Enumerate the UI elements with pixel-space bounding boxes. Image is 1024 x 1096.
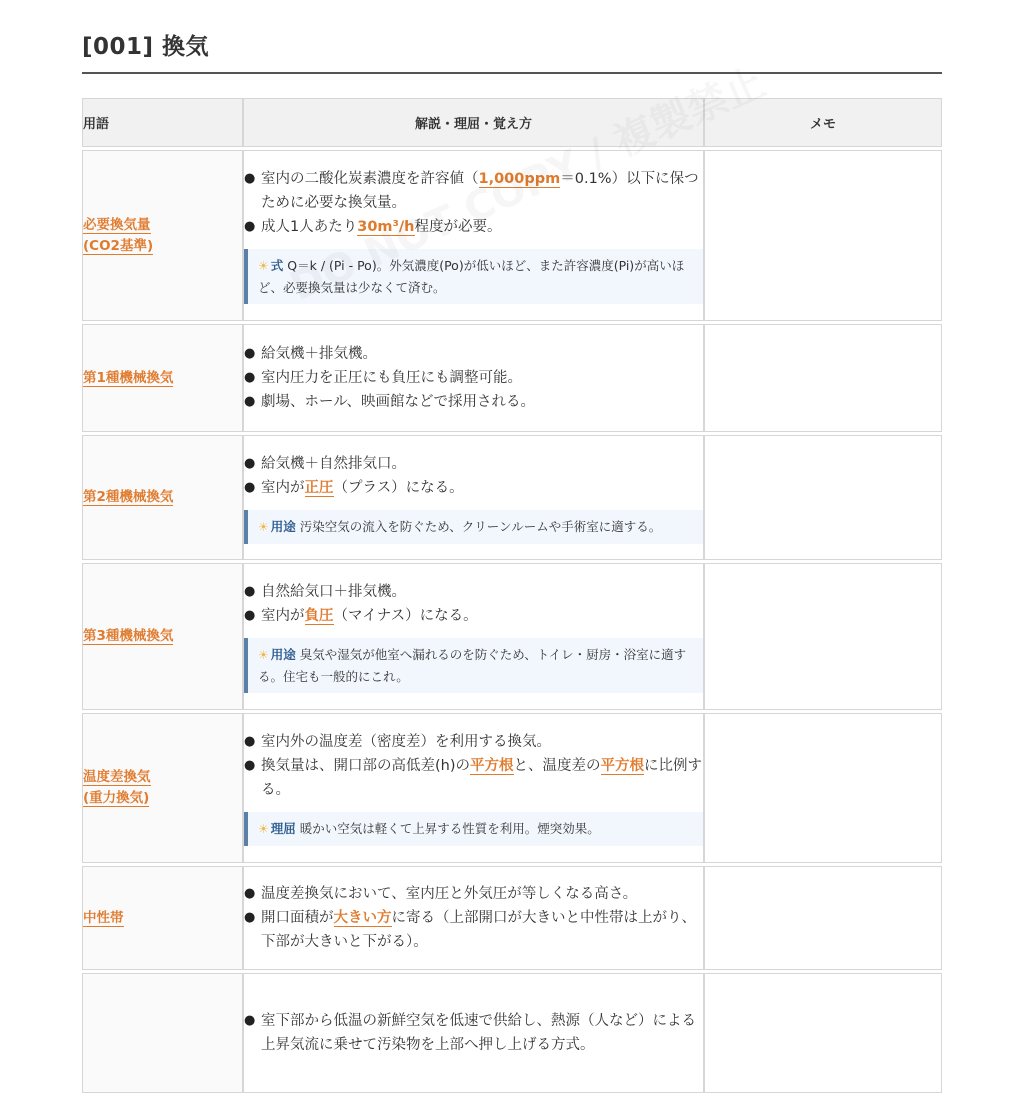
explanation-cell bbox=[243, 150, 704, 321]
text-segment: 室内の二酸化炭素濃度を許容値（ bbox=[261, 171, 479, 187]
table-row bbox=[82, 563, 942, 710]
memo-cell[interactable] bbox=[704, 324, 942, 432]
text-segment: と、温度差の bbox=[513, 758, 601, 774]
page-title: [001] 換気 bbox=[82, 34, 210, 60]
memo-cell[interactable] bbox=[704, 150, 942, 321]
bullet-text bbox=[261, 342, 703, 366]
explanation-cell bbox=[243, 866, 704, 970]
term-label: 第1種機械換気 bbox=[83, 369, 174, 386]
term-cell bbox=[82, 713, 243, 863]
bullet-icon: ● bbox=[244, 479, 256, 495]
bullet-item bbox=[244, 342, 703, 366]
note-text: 臭気や湿気が他室へ漏れるのを防ぐため、トイレ・厨房・浴室に適する。住宅も一般的にこれ。 bbox=[258, 647, 687, 684]
term-label: 温度差換気 bbox=[83, 769, 151, 785]
bullet-icon: ● bbox=[244, 455, 256, 471]
terms-table bbox=[82, 95, 942, 1096]
text-segment: ＝0.1%）以下に保つために必要な換気量。 bbox=[261, 171, 699, 211]
bullet-icon: ● bbox=[244, 370, 256, 385]
bullet-icon: ● bbox=[244, 886, 256, 901]
memo-cell[interactable] bbox=[704, 435, 942, 560]
memo-cell[interactable] bbox=[704, 866, 942, 970]
text-segment: （プラス）になる。 bbox=[333, 479, 464, 496]
term-label: 第3種機械換気 bbox=[83, 628, 174, 644]
table-row bbox=[82, 150, 942, 321]
bullet-text bbox=[261, 580, 703, 604]
bullet-icon: ● bbox=[244, 394, 256, 409]
term-cell bbox=[82, 973, 243, 1093]
text-segment: 室内が bbox=[261, 479, 305, 496]
text-segment: 給気機＋自然排気口。 bbox=[261, 455, 406, 472]
table-row bbox=[82, 973, 942, 1093]
highlight-text: 正圧 bbox=[304, 479, 334, 496]
text-segment: （マイナス）になる。 bbox=[333, 608, 478, 624]
text-segment: 自然給気口＋排気機。 bbox=[261, 584, 406, 600]
term-label: 第2種機械換気 bbox=[83, 489, 174, 505]
bullet-text bbox=[261, 754, 703, 802]
bullet-text bbox=[261, 1009, 703, 1057]
term-label: (重力換気) bbox=[83, 790, 150, 806]
text-segment: 室内外の温度差（密度差）を利用する換気。 bbox=[261, 734, 551, 750]
text-segment: 開口面積が bbox=[261, 910, 334, 926]
memo-cell[interactable] bbox=[704, 973, 942, 1093]
bullet-text bbox=[261, 390, 703, 414]
text-segment: 換気量は、開口部の高低差(h)の bbox=[261, 758, 471, 774]
bullet-item bbox=[244, 167, 703, 215]
text-segment: 給気機＋排気機。 bbox=[261, 346, 377, 362]
bullet-item bbox=[244, 476, 703, 500]
table-row bbox=[82, 866, 942, 970]
bullet-icon: ● bbox=[244, 171, 256, 186]
text-segment: 室下部から低温の新鮮空気を低速で供給し、熱源（人など）による上昇気流に乗せて汚染物を上部へ押し上げる方式。 bbox=[261, 1013, 696, 1053]
text-segment: 室内圧力を正圧にも負圧にも調整可能。 bbox=[261, 370, 522, 386]
bullet-icon: ● bbox=[244, 910, 256, 925]
header-term: 用語 bbox=[82, 98, 243, 147]
table-row bbox=[82, 713, 942, 863]
header-memo: メモ bbox=[704, 98, 942, 147]
lightbulb-icon: ☀ bbox=[258, 519, 269, 534]
explanation-cell bbox=[243, 973, 704, 1093]
note-text: Q＝k / (Pi - Po)。外気濃度(Po)が低いほど、また許容濃度(Pi)が高いほど、必要換気量は少なくて済む。 bbox=[258, 258, 685, 295]
table-body bbox=[82, 150, 942, 1093]
bullet-item bbox=[244, 906, 703, 954]
highlight-text: 平方根 bbox=[470, 758, 514, 774]
bullet-icon: ● bbox=[244, 584, 256, 599]
title-divider bbox=[82, 72, 942, 74]
memo-cell[interactable] bbox=[704, 563, 942, 710]
note-box bbox=[244, 638, 703, 693]
bullet-item bbox=[244, 580, 703, 604]
lightbulb-icon: ☀ bbox=[258, 259, 269, 273]
bullet-text bbox=[261, 366, 703, 390]
bullet-item bbox=[244, 730, 703, 754]
text-segment: に比例する。 bbox=[261, 758, 703, 798]
lightbulb-icon: ☀ bbox=[258, 648, 269, 662]
term-cell bbox=[82, 150, 243, 321]
highlight-text: 平方根 bbox=[600, 758, 645, 774]
table-row bbox=[82, 324, 942, 432]
bullet-icon: ● bbox=[244, 734, 256, 749]
bullet-text bbox=[261, 906, 703, 954]
memo-cell[interactable] bbox=[704, 713, 942, 863]
explanation-cell bbox=[243, 713, 704, 863]
term-cell bbox=[82, 435, 243, 560]
bullet-text bbox=[261, 604, 703, 628]
bullet-icon: ● bbox=[244, 346, 256, 361]
term-cell bbox=[82, 324, 243, 432]
explanation-cell bbox=[243, 324, 704, 432]
note-tag: 式 bbox=[270, 258, 284, 273]
bullet-text bbox=[261, 730, 703, 754]
highlight-text: 1,000ppm bbox=[478, 171, 561, 187]
bullet-icon: ● bbox=[244, 758, 256, 773]
bullet-item bbox=[244, 604, 703, 628]
note-tag: 用途 bbox=[270, 647, 296, 662]
bullet-text bbox=[261, 476, 703, 500]
header-explanation: 解説・理屈・覚え方 bbox=[243, 98, 704, 147]
bullet-text bbox=[261, 167, 703, 215]
note-tag: 用途 bbox=[270, 518, 296, 534]
text-segment: 成人1人あたり bbox=[261, 219, 358, 235]
bullet-icon: ● bbox=[244, 219, 256, 234]
bullet-icon: ● bbox=[244, 1013, 256, 1028]
bullet-item bbox=[244, 882, 703, 906]
bullet-item bbox=[244, 390, 703, 414]
table-header-row bbox=[82, 98, 942, 147]
bullet-item bbox=[244, 452, 703, 476]
note-box bbox=[244, 510, 703, 544]
term-label: (CO2基準) bbox=[83, 237, 154, 254]
term-label: 中性帯 bbox=[83, 909, 124, 926]
bullet-item bbox=[244, 366, 703, 390]
highlight-text: 30m³/h bbox=[357, 219, 415, 235]
note-tag: 理屈 bbox=[270, 821, 296, 836]
note-text: 暖かい空気は軽くて上昇する性質を利用。煙突効果。 bbox=[299, 821, 600, 836]
text-segment: に寄る（上部開口が大きいと中性帯は上がり、下部が大きいと下がる）。 bbox=[261, 910, 696, 950]
text-segment: 程度が必要。 bbox=[414, 219, 502, 235]
term-cell bbox=[82, 563, 243, 710]
bullet-item bbox=[244, 754, 703, 802]
text-segment: 劇場、ホール、映画館などで採用される。 bbox=[261, 394, 536, 410]
bullet-text bbox=[261, 882, 703, 906]
term-cell bbox=[82, 866, 243, 970]
explanation-cell bbox=[243, 435, 704, 560]
explanation-cell bbox=[243, 563, 704, 710]
bullet-item bbox=[244, 215, 703, 239]
bullet-item bbox=[244, 1009, 703, 1057]
highlight-text: 負圧 bbox=[304, 608, 334, 624]
lightbulb-icon: ☀ bbox=[258, 822, 269, 836]
note-box bbox=[244, 812, 703, 846]
bullet-text bbox=[261, 452, 703, 476]
text-segment: 温度差換気において、室内圧と外気圧が等しくなる高さ。 bbox=[261, 886, 638, 902]
table-row bbox=[82, 435, 942, 560]
bullet-text bbox=[261, 215, 703, 239]
text-segment: 室内が bbox=[261, 608, 305, 624]
term-label: 必要換気量 bbox=[83, 216, 151, 233]
bullet-icon: ● bbox=[244, 608, 256, 623]
highlight-text: 大きい方 bbox=[333, 910, 392, 926]
note-box bbox=[244, 249, 703, 304]
note-text: 汚染空気の流入を防ぐため、クリーンルームや手術室に適する。 bbox=[299, 518, 662, 534]
